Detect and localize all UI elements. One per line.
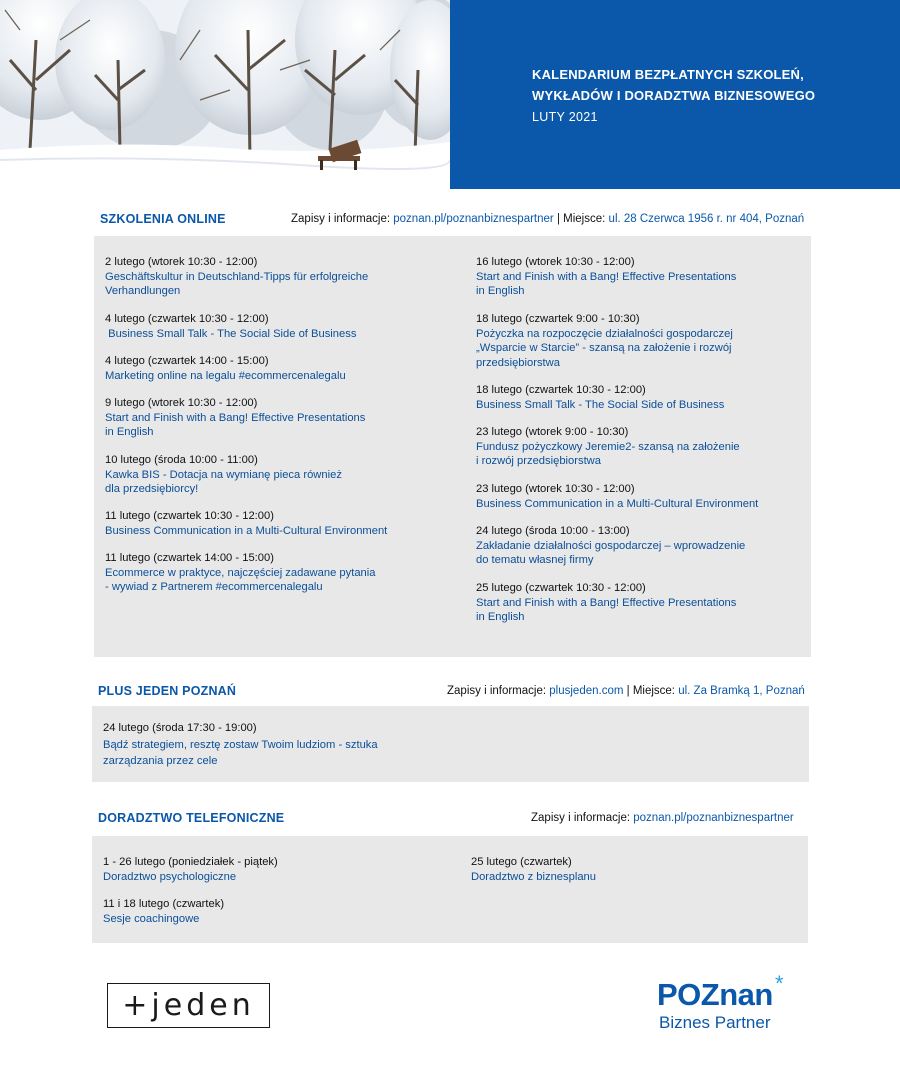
event-title[interactable]: Business Communication in a Multi-Cultural Environment xyxy=(476,497,759,510)
event-date: 4 lutego (czwartek 10:30 - 12:00) xyxy=(105,313,269,325)
event-date: 11 i 18 lutego (czwartek) xyxy=(103,898,225,910)
event-title[interactable]: Kawka BIS - Dotacja na wymianę pieca również dla przedsiębiorcy! xyxy=(105,468,342,496)
event-item xyxy=(105,551,376,595)
event-item xyxy=(476,312,733,370)
event-date: 18 lutego (czwartek 10:30 - 12:00) xyxy=(476,384,646,396)
place-value: ul. 28 Czerwca 1956 r. nr 404, Poznań xyxy=(608,213,805,225)
event-title[interactable]: Zakładanie działalności gospodarczej – wprowadzenie do tematu własnej firmy xyxy=(476,539,746,567)
place-label: Miejsce: xyxy=(563,213,606,225)
section-title-online: SZKOLENIA ONLINE xyxy=(100,212,226,226)
event-date: 18 lutego (czwartek 9:00 - 10:30) xyxy=(476,313,640,325)
poznan-logo-text: POZnan xyxy=(657,977,773,1012)
info-link[interactable]: poznan.pl/poznanbiznespartner xyxy=(393,213,554,225)
event-item xyxy=(476,482,758,511)
info-label: Zapisy i informacje: xyxy=(291,213,391,225)
separator: | xyxy=(556,213,560,225)
info-label: Zapisy i informacje: xyxy=(447,685,547,697)
event-item xyxy=(476,425,740,469)
event-item xyxy=(105,354,346,383)
event-title[interactable]: Marketing online na legalu #ecommercenalegalu xyxy=(105,369,346,382)
poznan-biznes-partner-logo xyxy=(657,971,807,1035)
place-value: ul. Za Bramką 1, Poznań xyxy=(678,685,805,697)
event-date: 24 lutego (środa 17:30 - 19:00) xyxy=(103,722,257,734)
event-title[interactable]: Start and Finish with a Bang! Effective Presentations in English xyxy=(476,596,737,624)
event-title[interactable]: Ecommerce w praktyce, najczęściej zadawane pytania - wywiad z Partnerem #ecommercenalegalu xyxy=(105,566,376,594)
plus-jeden-logo: +jeden xyxy=(107,983,270,1028)
event-date: 23 lutego (wtorek 10:30 - 12:00) xyxy=(476,483,635,495)
event-item xyxy=(471,855,596,884)
event-title[interactable]: Bądź strategiem, resztę zostaw Twoim ludziom - sztuka zarządzania przez cele xyxy=(103,738,378,767)
page-subtitle: LUTY 2021 xyxy=(532,110,598,124)
event-date: 11 lutego (czwartek 10:30 - 12:00) xyxy=(105,510,274,522)
section-title-plus: PLUS JEDEN POZNAŃ xyxy=(98,684,237,698)
info-label: Zapisy i informacje: xyxy=(531,812,631,824)
event-title[interactable]: Doradztwo z biznesplanu xyxy=(471,870,596,883)
event-date: 1 - 26 lutego (poniedziałek - piątek) xyxy=(103,856,278,868)
winter-trees-illustration xyxy=(0,0,450,189)
event-date: 2 lutego (wtorek 10:30 - 12:00) xyxy=(105,256,258,268)
event-title[interactable]: Business Small Talk - The Social Side of Business xyxy=(476,398,725,411)
event-date: 23 lutego (wtorek 9:00 - 10:30) xyxy=(476,426,629,438)
event-date: 4 lutego (czwartek 14:00 - 15:00) xyxy=(105,355,269,367)
event-title[interactable]: Doradztwo psychologiczne xyxy=(103,870,237,883)
section-info-phone xyxy=(531,812,794,824)
event-title[interactable]: Fundusz pożyczkowy Jeremie2- szansą na założenie i rozwój przedsiębiorstwa xyxy=(476,440,740,468)
event-title[interactable]: Pożyczka na rozpoczęcie działalności gospodarczej „Wsparcie w Starcie” - szansą na założenie i rozwój przedsiębiorstwa xyxy=(476,327,733,369)
section-info-plus xyxy=(447,685,805,697)
event-date: 25 lutego (czwartek 10:30 - 12:00) xyxy=(476,582,646,594)
title-banner xyxy=(450,0,900,189)
event-date: 10 lutego (środa 10:00 - 11:00) xyxy=(105,454,258,466)
event-item xyxy=(476,524,745,568)
event-item xyxy=(105,255,368,299)
info-link[interactable]: plusjeden.com xyxy=(549,685,624,697)
event-date: 11 lutego (czwartek 14:00 - 15:00) xyxy=(105,552,274,564)
event-item xyxy=(103,897,224,926)
event-item xyxy=(103,720,378,770)
event-date: 24 lutego (środa 10:00 - 13:00) xyxy=(476,525,630,537)
event-item xyxy=(476,255,736,299)
event-date: 9 lutego (wtorek 10:30 - 12:00) xyxy=(105,397,258,409)
event-title[interactable]: Start and Finish with a Bang! Effective Presentations in English xyxy=(105,411,366,439)
winter-park-photo xyxy=(0,0,450,189)
page-title xyxy=(532,64,815,106)
page-title-line-1: KALENDARIUM BEZPŁATNYCH SZKOLEŃ, xyxy=(532,67,804,82)
event-item xyxy=(105,312,356,341)
poznan-star-icon: * xyxy=(775,971,784,996)
page-title-line-2: WYKŁADÓW I DORADZTWA BIZNESOWEGO xyxy=(532,88,816,103)
event-item xyxy=(105,509,387,538)
info-link[interactable]: poznan.pl/poznanbiznespartner xyxy=(633,812,794,824)
phone-events-panel xyxy=(92,836,808,943)
section-info-online xyxy=(291,213,804,225)
header xyxy=(0,0,900,189)
section-title-phone: DORADZTWO TELEFONICZNE xyxy=(98,811,285,825)
event-item xyxy=(105,453,342,497)
event-item xyxy=(103,855,278,884)
event-title[interactable]: Business Communication in a Multi-Cultural Environment xyxy=(105,524,388,537)
event-item xyxy=(105,396,365,440)
event-date: 25 lutego (czwartek) xyxy=(471,856,572,868)
event-item xyxy=(476,383,724,412)
event-date: 16 lutego (wtorek 10:30 - 12:00) xyxy=(476,256,635,268)
event-title[interactable]: Business Small Talk - The Social Side of Business xyxy=(105,327,357,340)
event-title[interactable]: Sesje coachingowe xyxy=(103,912,200,925)
event-title[interactable]: Start and Finish with a Bang! Effective Presentations in English xyxy=(476,270,737,298)
place-label: Miejsce: xyxy=(632,685,676,697)
separator: | xyxy=(626,685,630,697)
event-item xyxy=(476,581,736,625)
event-title[interactable]: Geschäftskultur in Deutschland-Tipps für erfolgreiche Verhandlungen xyxy=(105,270,369,298)
poznan-logo-subtext: Biznes Partner xyxy=(659,1013,771,1032)
